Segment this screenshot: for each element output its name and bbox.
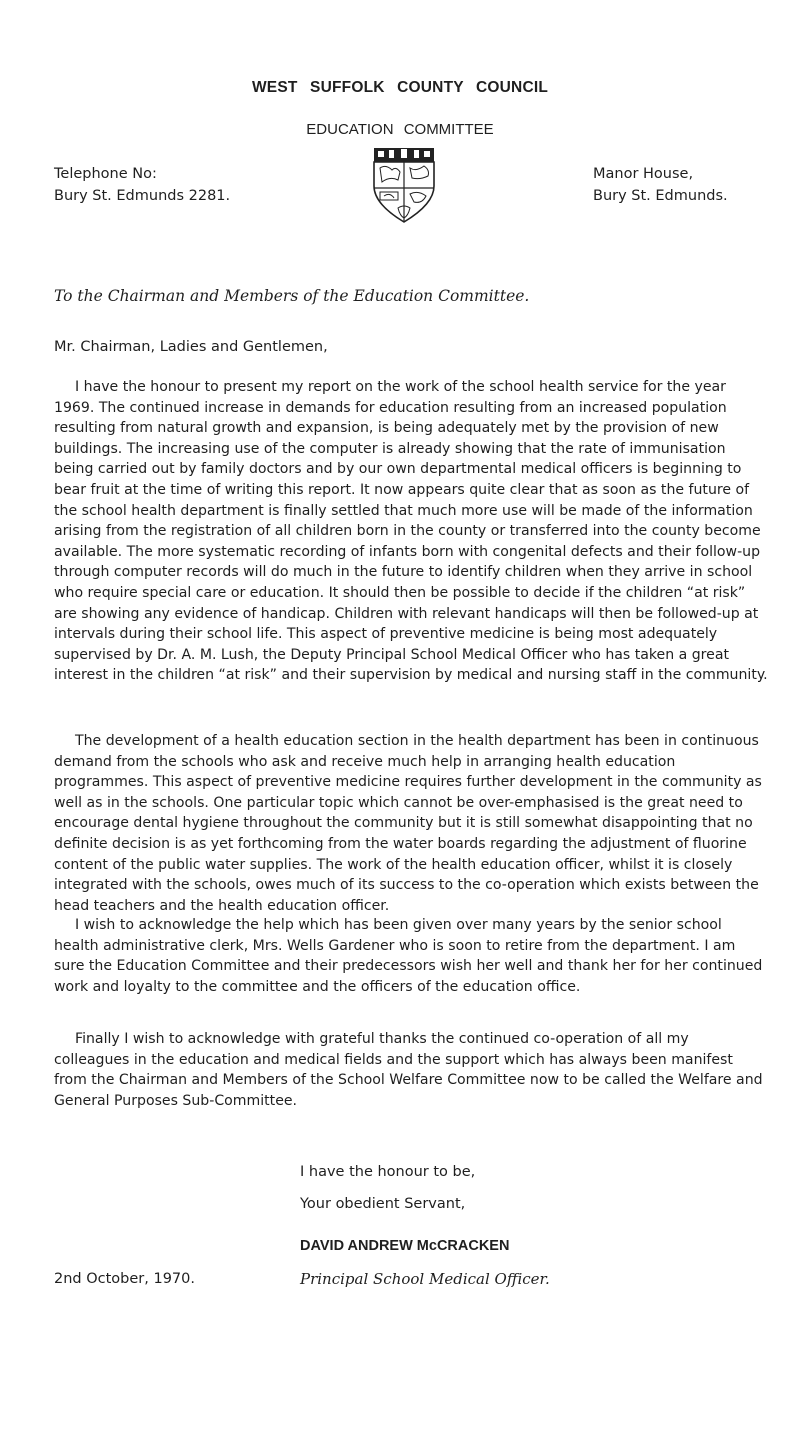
council-title: WEST SUFFOLK COUNTY COUNCIL xyxy=(251,79,549,96)
committee-title: EDUCATION COMMITTEE xyxy=(306,121,494,138)
signatory-title: Principal School Medical Officer. xyxy=(300,1270,550,1288)
closing-line-1: I have the honour to be, xyxy=(300,1164,476,1180)
letter-salutation: Mr. Chairman, Ladies and Gentlemen, xyxy=(54,339,328,355)
paragraph-text: I wish to acknowledge the help which has been given over many years by the senior school health administrative clerk, Mrs. Wells Gardener who is soon to retire from the department. I am sure the Education Committee and their predecessors wish her well and thank her for her continued work and loyalty to the committee and the officers of the education office. xyxy=(54,917,763,995)
council-crest-icon xyxy=(364,146,444,224)
body-paragraph-4 xyxy=(54,1029,768,1111)
paragraph-text: The development of a health education section in the health department has been in continuous demand from the schools who ask and receive much help in arranging health education programmes. This aspect of preventive medicine requires further development in the community as well as in the schools. One particular topic which cannot be over-emphasised is the great need to encourage dental hygiene throughout the community but it is still somewhat disappointing that no definite decision is as yet forthcoming from the water boards regarding the adjustment of fluorine content of the public water supplies. The work of the health education officer, whilst it is closely integrated with the schools, owes much of its success to the co-operation which exists between the head teachers and the health education officer. xyxy=(54,733,762,914)
body-paragraph-3 xyxy=(54,915,768,997)
body-paragraph-2 xyxy=(54,731,768,916)
letter-date: 2nd October, 1970. xyxy=(54,1271,195,1287)
telephone-block xyxy=(54,163,230,207)
letter-addressee: To the Chairman and Members of the Education Committee. xyxy=(54,287,530,305)
body-paragraph-1 xyxy=(54,377,768,686)
address-line-1: Manor House, xyxy=(593,166,694,182)
telephone-label: Telephone No: xyxy=(54,166,157,182)
paragraph-text: Finally I wish to acknowledge with grateful thanks the continued co-operation of all my colleagues in the education and medical fields and the support which has always been manifest from the Chairman and Members of the School Welfare Committee now to be called the Welfare and General Purposes Sub-Committee. xyxy=(54,1031,763,1109)
paragraph-text: I have the honour to present my report on the work of the school health service for the year 1969. The continued increase in demands for education resulting from an increased population resulting from natural growth and expansion, is being adequately met by the provision of new buildings. The increasing use of the computer is already showing that the rate of immunisation being carried out by family doctors and by our own departmental medical officers is beginning to bear fruit at the time of writing this report. It now appears quite clear that as soon as the future of the school health department is finally settled that much more use will be made of the information arising from the registration of all children born in the county or transferred into the county become available. The more systematic recording of infants born with congenital defects and their follow-up through computer records will do much in the future to identify children when they arrive in school who require special care or education. It should then be possible to decide if the children “at risk” are showing any evidence of handicap. Children with relevant handicaps will then be followed-up at intervals during their school life. This aspect of preventive medicine is being most adequately supervised by Dr. A. M. Lush, the Deputy Principal School Medical Officer who has taken a great interest in the children “at risk” and their supervision by medical and nursing staff in the community. xyxy=(54,379,768,684)
signatory-name: DAVID ANDREW McCRACKEN xyxy=(300,1238,510,1254)
address-block xyxy=(593,163,728,207)
address-line-2: Bury St. Edmunds. xyxy=(593,188,728,204)
closing-line-2: Your obedient Servant, xyxy=(300,1196,466,1212)
telephone-number: Bury St. Edmunds 2281. xyxy=(54,188,231,204)
